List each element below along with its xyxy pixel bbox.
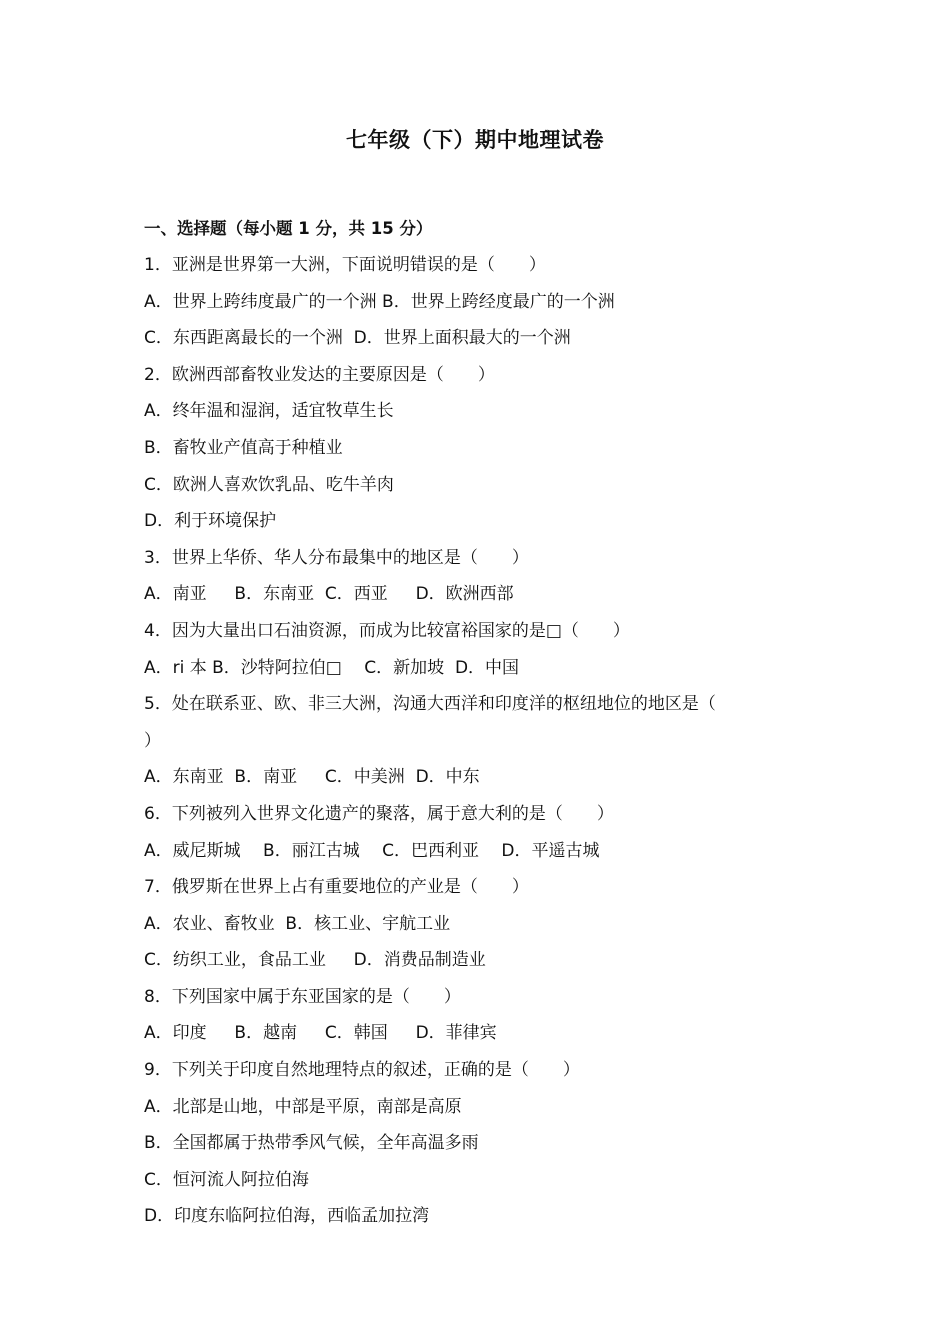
question-line: 8．下列国家中属于东亚国家的是（ ） [144,986,461,1007]
question-line: 6．下列被列入世界文化遗产的聚落，属于意大利的是（ ） [144,803,614,824]
question-line: C．欧洲人喜欢饮乳品、吃牛羊肉 [144,474,394,495]
question-line: C．东西距离最长的一个洲 D．世界上面积最大的一个洲 [144,328,571,349]
question-line: A．世界上跨纬度最广的一个洲 B．世界上跨经度最广的一个洲 [144,291,615,312]
question-line: A．终年温和湿润，适宜牧草生长 [144,401,394,422]
question-line: 1．亚洲是世界第一大洲，下面说明错误的是（ ） [144,255,546,275]
question-line: 9．下列关于印度自然地理特点的叙述，正确的是（ ） [144,1060,580,1081]
question-line: B．全国都属于热带季风气候，全年高温多雨 [144,1133,479,1154]
question-line: B．畜牧业产值高于种植业 [144,437,343,458]
question-line: 5．处在联系亚、欧、非三大洲，沟通大西洋和印度洋的枢纽地位的地区是（ [144,694,716,715]
question-line: A．南亚 B．东南亚 C．西亚 D．欧洲西部 [144,584,514,605]
question-line: C．纺织工业，食品工业 D．消费品制造业 [144,950,486,971]
question-list [144,247,814,1235]
question-line: 7．俄罗斯在世界上占有重要地位的产业是（ ） [144,877,529,898]
question-line: A．东南亚 B．南亚 C．中美洲 D．中东 [144,767,480,788]
section-heading: 一、选择题（每小题 1 分，共 15 分） [144,219,433,238]
document-title: 七年级（下）期中地理试卷 [346,128,604,152]
question-line: A．印度 B．越南 C．韩国 D．菲律宾 [144,1023,497,1044]
question-line: A．农业、畜牧业 B．核工业、宇航工业 [144,913,451,934]
question-line: ） [144,730,161,751]
question-line: 3．世界上华侨、华人分布最集中的地区是（ ） [144,547,529,568]
question-line: 4．因为大量出口石油资源，而成为比较富裕国家的是□（ ） [144,620,630,641]
question-line: C．恒河流人阿拉伯海 [144,1169,309,1190]
question-line: 2．欧洲西部畜牧业发达的主要原因是（ ） [144,364,495,385]
question-line: D．印度东临阿拉伯海，西临孟加拉湾 [144,1206,430,1227]
question-line: A．北部是山地，中部是平原，南部是高原 [144,1096,462,1117]
question-line: A．威尼斯城 B．丽江古城 C．巴西利亚 D．平遥古城 [144,840,600,861]
question-line: D．利于环境保护 [144,511,277,532]
question-line: A．ri 本 B．沙特阿拉伯□ C．新加坡 D．中国 [144,657,520,678]
